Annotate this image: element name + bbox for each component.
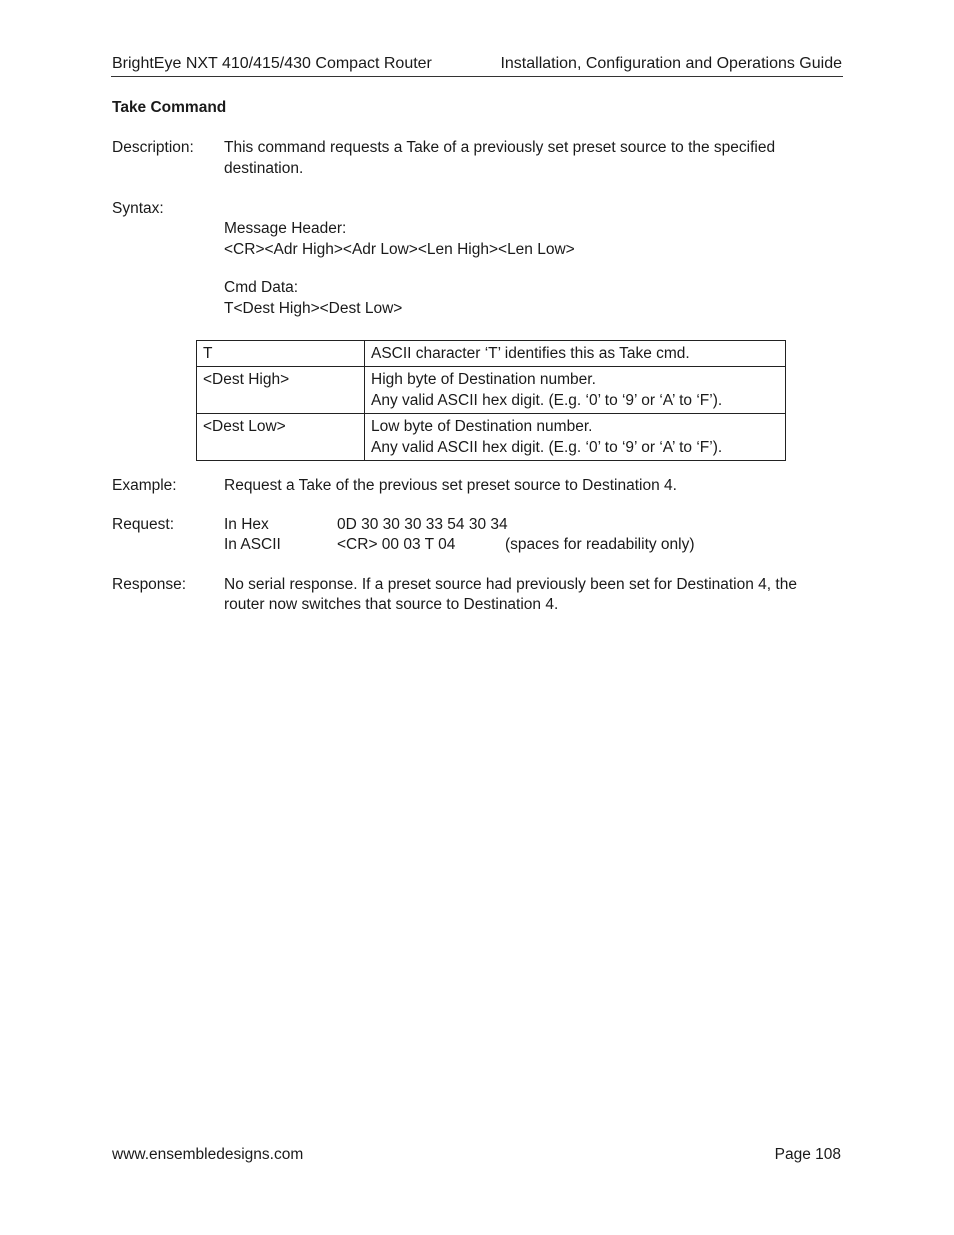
header-product-title: BrightEye NXT 410/415/430 Compact Router [112, 55, 432, 72]
request-label: Request: [112, 516, 175, 533]
header-divider [111, 76, 843, 77]
response-line-2: router now switches that source to Destination 4. [224, 596, 559, 613]
table-row [197, 414, 786, 461]
field-description-cell [365, 341, 786, 367]
table-row [197, 341, 786, 367]
request-hex-label: In Hex [224, 516, 269, 533]
footer-page-number: Page 108 [774, 1146, 841, 1163]
request-ascii-note: (spaces for readability only) [505, 536, 695, 553]
field-description-cell [365, 367, 786, 414]
footer-website: www.ensembledesigns.com [112, 1146, 304, 1163]
description-line-2: destination. [224, 160, 304, 177]
request-ascii-label: In ASCII [224, 536, 281, 553]
description-line-1: This command requests a Take of a previously set preset source to the specified [224, 139, 776, 156]
command-field-table [196, 340, 786, 461]
response-line-1: No serial response. If a preset source had previously been set for Destination 4, the [224, 576, 797, 593]
table-row [197, 367, 786, 414]
example-text: Request a Take of the previous set preset source to Destination 4. [224, 477, 677, 494]
field-description-line: High byte of Destination number. [371, 371, 596, 388]
field-description-cell [365, 414, 786, 461]
field-name-cell: <Dest High> [197, 367, 365, 414]
section-title: Take Command [112, 99, 227, 116]
response-label: Response: [112, 576, 187, 593]
field-description-line: ASCII character ‘T’ identifies this as Take cmd. [371, 345, 690, 362]
request-ascii-value: <CR> 00 03 T 04 [337, 536, 456, 553]
field-description-line: Low byte of Destination number. [371, 418, 593, 435]
description-label: Description: [112, 139, 194, 156]
message-header-label: Message Header: [224, 220, 347, 237]
request-hex-value: 0D 30 30 30 33 54 30 34 [337, 516, 508, 533]
field-name-cell: T [197, 341, 365, 367]
cmd-data-label: Cmd Data: [224, 279, 299, 296]
field-description-line: Any valid ASCII hex digit. (E.g. ‘0’ to ‘9’ or ‘A’ to ‘F’). [371, 439, 723, 456]
field-name-cell: <Dest Low> [197, 414, 365, 461]
example-label: Example: [112, 477, 177, 494]
syntax-label: Syntax: [112, 200, 164, 217]
cmd-data-value: T<Dest High><Dest Low> [224, 300, 403, 317]
header-guide-title: Installation, Configuration and Operations Guide [500, 55, 842, 72]
message-header-value: <CR><Adr High><Adr Low><Len High><Len Low> [224, 241, 575, 258]
field-description-line: Any valid ASCII hex digit. (E.g. ‘0’ to ‘9’ or ‘A’ to ‘F’). [371, 392, 723, 409]
